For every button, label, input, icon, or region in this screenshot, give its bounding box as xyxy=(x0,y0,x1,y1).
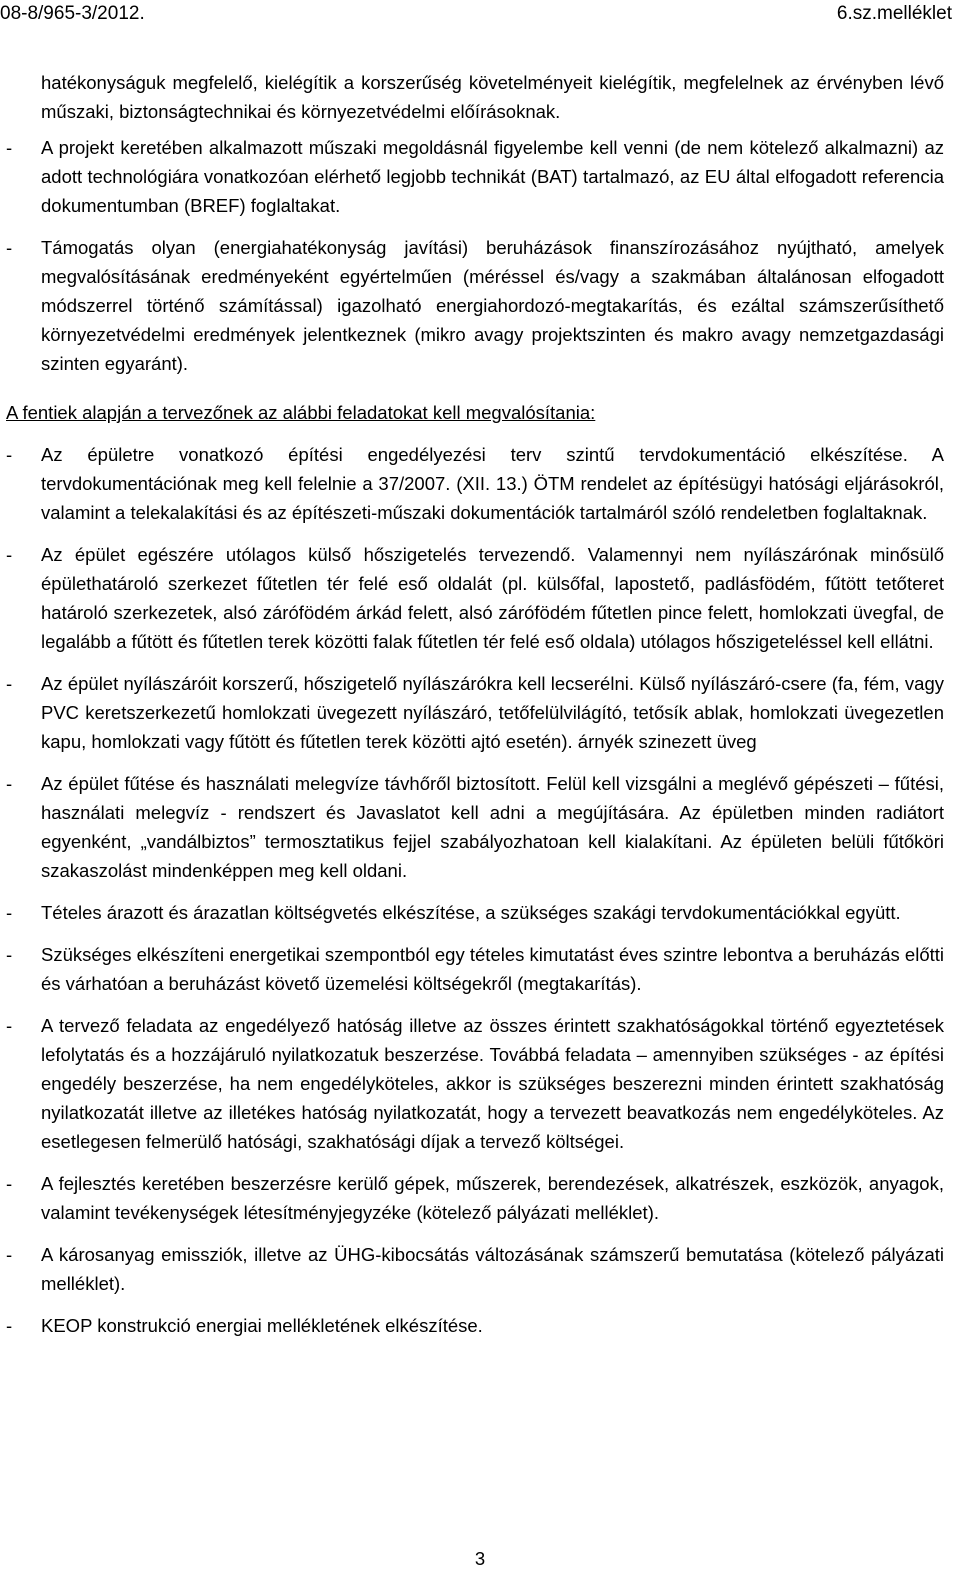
page-header xyxy=(0,0,960,30)
list-item-text: A fejlesztés keretében beszerzésre kerülő gépek, műszerek, berendezések, alkatrészek, eszközök, anyagok, valamint tevékenységek létesítményjegyzéke (kötelező pályázati melléklet). xyxy=(41,1173,944,1223)
bullet-dash: - xyxy=(6,544,13,565)
document-reference: 08-8/965-3/2012. xyxy=(0,3,145,24)
list-item-text: A projekt keretében alkalmazott műszaki megoldásnál figyelembe kell venni (de nem kötelező alkalmazni) az adott technológiára vonatkozóan elérhető legjobb technikát (BAT) tartalmazó, az EU által elfogadott referencia dokumentumban (BREF) foglaltakat. xyxy=(41,137,944,216)
bullet-dash: - xyxy=(6,444,13,465)
list-item-text: Az épületre vonatkozó építési engedélyezési terv szintű tervdokumentáció elkészítése. A tervdokumentációnak meg kell felelnie a 37/2007. (XII. 13.) ÖTM rendelet az építésügyi hatósági eljárásokról, valamint a telekalakítási és az építészeti-műszaki dokumentációk tartalmáról szóló rendeletben foglaltaknak. xyxy=(41,444,944,523)
list-item xyxy=(0,540,960,656)
list-item-text: A károsanyag emissziók, illetve az ÜHG-kibocsátás változásának számszerű bemutatása (kötelező pályázati melléklet). xyxy=(41,1244,944,1294)
intro-continuation: hatékonyságuk megfelelő, kielégítik a korszerűség követelményeit kielégítik, megfelelnek az érvényben lévő műszaki, biztonságtechnikai és környezetvédelmi előírásoknak. xyxy=(41,72,944,122)
bullet-dash: - xyxy=(6,773,13,794)
list-item xyxy=(0,1311,960,1340)
page-number: 3 xyxy=(474,1548,486,1569)
list-item xyxy=(0,1011,960,1156)
bullet-dash: - xyxy=(6,1315,13,1336)
bullet-dash: - xyxy=(6,137,13,158)
list-item-text: KEOP konstrukció energiai mellékletének elkészítése. xyxy=(41,1315,483,1336)
section-heading: A fentiek alapján a tervezőnek az alábbi feladatokat kell megvalósítania: xyxy=(6,402,596,423)
document-body xyxy=(0,68,960,1353)
bullet-dash: - xyxy=(6,944,13,965)
annex-label: 6.sz.melléklet xyxy=(836,3,952,24)
list-item xyxy=(0,440,960,527)
list-item xyxy=(0,233,960,378)
list-item xyxy=(0,133,960,220)
list-item xyxy=(0,669,960,756)
bullet-dash: - xyxy=(6,237,13,258)
bullet-dash: - xyxy=(6,1015,13,1036)
list-item xyxy=(0,898,960,927)
bullet-dash: - xyxy=(6,902,13,923)
list-item xyxy=(0,1240,960,1298)
list-item-text: A tervező feladata az engedélyező hatóság illetve az összes érintett szakhatóságokkal történő egyeztetések lefolytatás és a hozzájáruló nyilatkozatuk beszerzése. Továbbá feladata – amennyiben szükséges - az építési engedély beszerzése, ha nem engedélyköteles, akkor is szükséges beszerezni minden érintett szakhatóság nyilatkozatát illetve az illetékes hatóság nyilatkozatát, hogy a tervezett beavatkozás nem engedélyköteles. Az esetlegesen felmerülő hatósági, szakhatósági díjak a tervező költségei. xyxy=(41,1015,944,1152)
list-item-text: Tételes árazott és árazatlan költségvetés elkészítése, a szükséges szakági tervdokumentációkkal együtt. xyxy=(41,902,901,923)
list-item xyxy=(0,1169,960,1227)
list-item-text: Szükséges elkészíteni energetikai szempontból egy tételes kimutatást éves szintre lebontva a beruházás előtti és várhatóan a beruházást követő üzemelési költségekről (megtakarítás). xyxy=(41,944,944,994)
bullet-dash: - xyxy=(6,1173,13,1194)
bullet-dash: - xyxy=(6,1244,13,1265)
list-item-text: Az épület fűtése és használati melegvíze távhőről biztosított. Felül kell vizsgálni a meglévő gépészeti – fűtési, használati melegvíz - rendszert és Javaslatot kell adni a megújítására. Az épületben minden radiátort egyenként, „vandálbiztos” termosztatikus fejjel szabályozhatoan kell kialakítani. Az épületen belüli fűtőköri szakaszolást mindenképpen meg kell oldani. xyxy=(41,773,944,881)
bullet-dash: - xyxy=(6,673,13,694)
list-item-text: Az épület egészére utólagos külső hőszigetelés tervezendő. Valamennyi nem nyílászárónak minősülő épülethatároló szerkezet fűtetlen tér felé eső oldalát (pl. külsőfal, lapostető, padlásfödém, fűtött tetőteret határoló szerkezetek, alsó zárófödém árkád felett, alsó zárófödém fűtetlen pince felett, homlokzati üvegfal, de legalább a fűtött és fűtetlen terek közötti falak fűtetlen tér felé eső oldala) utólagos hőszigeteléssel kell ellátni. xyxy=(41,544,944,652)
list-item-text: Az épület nyílászáróit korszerű, hőszigetelő nyílászárókra kell lecserélni. Külső nyílászáró-csere (fa, fém, vagy PVC keretszerkezetű homlokzati üvegezett nyílászáró, tetőfelülvilágító, tetősík ablak, homlokzati üvegezetlen kapu, homlokzati vagy fűtött és fűtetlen terek közötti ajtó esetén). árnyék szinezett üveg xyxy=(41,673,944,752)
list-item xyxy=(0,769,960,885)
list-item-text: Támogatás olyan (energiahatékonyság javítási) beruházások finanszírozásához nyújtható, amelyek megvalósításának eredményeként egyértelműen (méréssel és/vagy a szakmában általánosan elfogadott módszerrel történő számítással) igazolható energiahordozó-megtakarítás, és ezáltal számszerűsíthető környezetvédelmi eredmények jelentkeznek (mikro avagy projektszinten és makro avagy nemzetgazdasági szinten egyaránt). xyxy=(41,237,944,374)
list-item xyxy=(0,940,960,998)
